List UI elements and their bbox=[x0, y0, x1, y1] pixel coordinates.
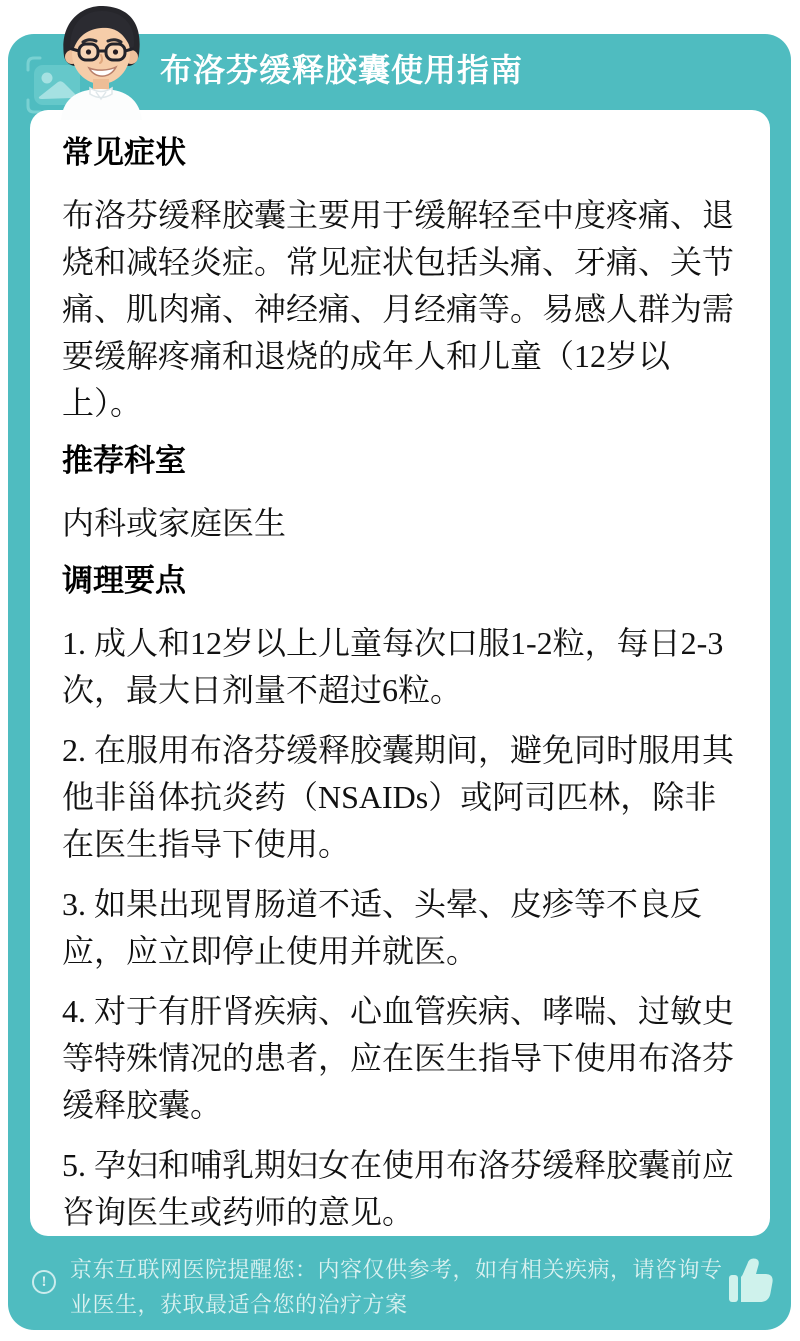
disclaimer-bar bbox=[28, 1250, 779, 1330]
care-point-item: 1. 成人和12岁以上儿童每次口服1-2粒，每日2-3次，最大日剂量不超过6粒。 bbox=[62, 625, 724, 708]
care-point-item: 4. 对于有肝肾疾病、心血管疾病、哮喘、过敏史等特殊情况的患者，应在医生指导下使用布洛芬缓释胶囊。 bbox=[62, 993, 735, 1123]
doctor-avatar bbox=[46, 2, 158, 120]
section-heading-symptoms: 常见症状 bbox=[62, 135, 186, 170]
content-card bbox=[30, 110, 770, 1236]
guide-title: 布洛芬缓释胶囊使用指南 bbox=[160, 52, 524, 88]
care-point-item: 5. 孕妇和哺乳期妇女在使用布洛芬缓释胶囊前应咨询医生或药师的意见。 bbox=[62, 1147, 735, 1230]
care-point-item: 3. 如果出现胃肠道不适、头晕、皮疹等不良反应，应立即停止使用并就医。 bbox=[62, 886, 703, 969]
alert-circle-icon: ! bbox=[32, 1270, 56, 1294]
disclaimer-text: 京东互联网医院提醒您：内容仅供参考，如有相关疾病，请咨询专业医生，获取最适合您的治疗方案 bbox=[70, 1257, 723, 1317]
thumbs-up-icon bbox=[727, 1294, 775, 1309]
care-point-item: 2. 在服用布洛芬缓释胶囊期间，避免同时服用其他非甾体抗炎药（NSAIDs）或阿司匹林，除非在医生指导下使用。 bbox=[62, 732, 735, 862]
section-heading-care-points: 调理要点 bbox=[62, 563, 186, 598]
guide-panel bbox=[8, 34, 791, 1330]
thumbs-up-button[interactable] bbox=[727, 1258, 775, 1306]
section-heading-department: 推荐科室 bbox=[62, 443, 186, 478]
department-paragraph: 内科或家庭医生 bbox=[62, 505, 287, 541]
symptoms-paragraph: 布洛芬缓释胶囊主要用于缓解轻至中度疼痛、退烧和减轻炎症。常见症状包括头痛、牙痛、关节痛、肌肉痛、神经痛、月经痛等。易感人群为需要缓解疼痛和退烧的成年人和儿童（12岁以上）。 bbox=[62, 197, 735, 421]
